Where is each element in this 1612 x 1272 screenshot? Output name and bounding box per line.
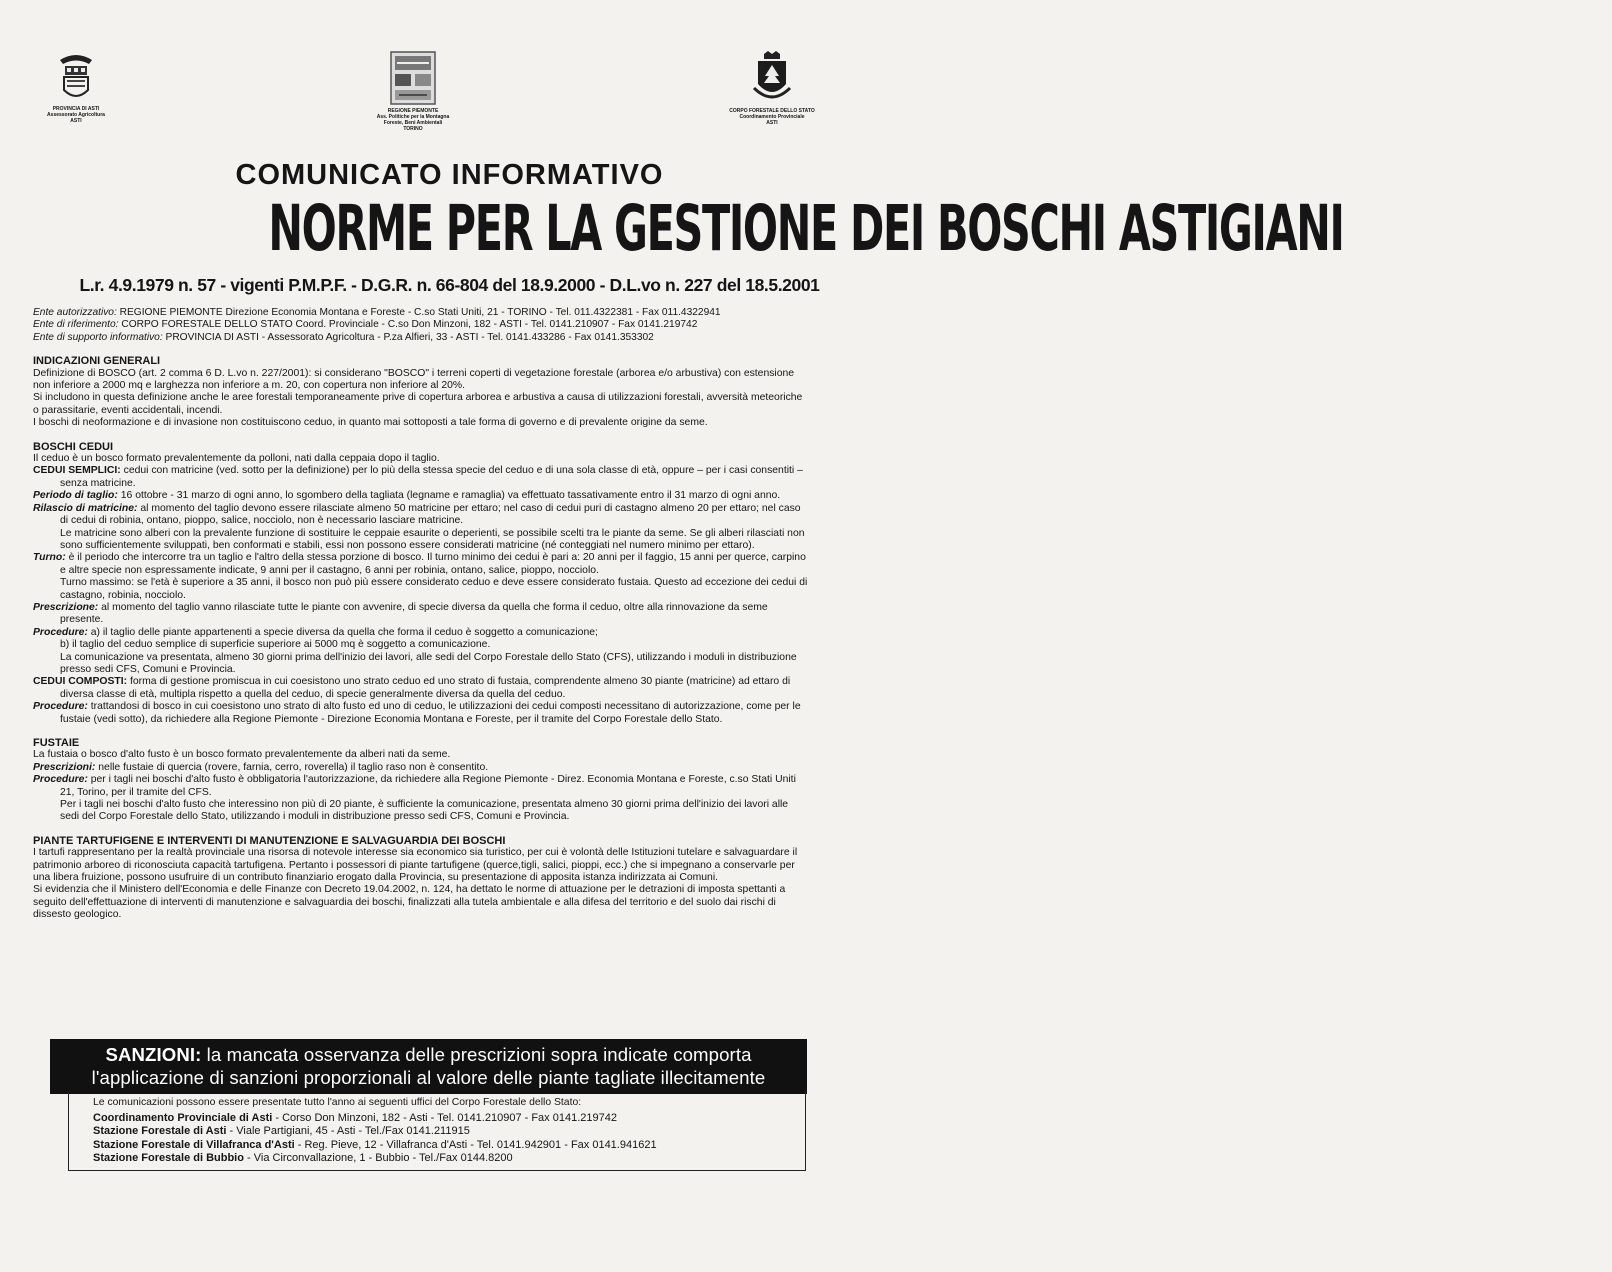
forestale-crest-icon: [750, 50, 794, 106]
main-title: [0, 190, 1344, 271]
procedure-cedui-b: b) il taglio del ceduo semplice di superficie superiore ai 5000 mq è soggetto a comunicazione.: [60, 639, 491, 651]
procedure-cedui-comunicazione: La comunicazione va presentata, almeno 30 giorni prima dell'inizio dei lavori, alle sedi del Corpo Forestale dello Stato (CFS), utilizzando i moduli in distribuzione presso sedi CFS, Comuni e Provincia.: [60, 651, 797, 675]
ente-riferimento: Ente di riferimento: CORPO FORESTALE DELLO STATO Coord. Provinciale - C.so Don Minzoni, 182 - ASTI - Tel. 0141.210907 - Fax 0141.219742: [33, 319, 698, 331]
main-title-text: NORME PER LA GESTIONE DEI BOSCHI ASTIGIANI: [268, 190, 1344, 266]
sanzioni-line-2: l'applicazione di sanzioni proporzionali al valore delle piante tagliate illecitamente: [91, 1067, 766, 1088]
turno: Turno: è il periodo che intercorre tra un taglio e l'altro della stessa porzione di bosco. Il turno minimo dei cedui è pari a: 20 anni per il faggio, 15 anni per querce, carpino e altre specie non espressamente indicate, 9 anni per il castagno, 6 anni per robinia, ontano, salice, pioppo, nocciolo.: [33, 552, 806, 576]
comunicato-heading: COMUNICATO INFORMATIVO: [235, 159, 664, 191]
cedui-semplici: CEDUI SEMPLICI: cedui con matricine (ved. sotto per la definizione) per lo più della stessa specie del ceduo e di una sola classe di età, oppure – per i casi consentiti – senza matricine.: [33, 465, 803, 489]
sanzioni-banner: [50, 1039, 807, 1094]
ente-autorizzativo: Ente autorizzativo: REGIONE PIEMONTE Direzione Economia Montana e Foreste - C.so Stati Uniti, 21 - TORINO - Tel. 011.4322381 - Fax 011.4322941: [33, 307, 721, 318]
document-body: [33, 307, 809, 922]
enti-block: [33, 307, 809, 344]
office-stazione-bubbio: Stazione Forestale di Bubbio - Via Circonvallazione, 1 - Bubbio - Tel./Fax 0144.8200: [93, 1151, 513, 1164]
contacts-intro: Le comunicazioni possono essere presentate tutto l'anno ai seguenti uffici del Corpo Forestale dello Stato:: [93, 1097, 582, 1108]
regione-emblem-icon: [389, 50, 437, 106]
prescrizioni-fustaie: Prescrizioni: nelle fustaie di quercia (rovere, farnia, cerro, roverella) il taglio raso non è consentito.: [33, 761, 489, 773]
indicazioni-p1: Definizione di BOSCO (art. 2 comma 6 D. L.vo n. 227/2001): si considerano "BOSCO" i terreni coperti di vegetazione forestale (arborea e/o arbustiva) con estensione non inferiore a 2000 mq e larghezza non inferiore a m. 20, con copertura non inferiore al 20%.: [33, 367, 795, 392]
tartufi-p2: Si evidenzia che il Ministero dell'Economia e delle Finanze con Decreto 19.04.2002, n. 124, ha dettato le norme di attuazione per le detrazioni di imposta spettanti a seguito dell'effettuazione di interventi di manutenzione e salvaguardia dei boschi, finalizzati alla tutela ambientale e alla difesa del territorio e del suolo dai rischi di dissesto geologico.: [33, 884, 786, 921]
forestale-logo-caption: CORPO FORESTALE DELLO STATO Coordinamento Provinciale ASTI: [729, 108, 815, 126]
tartufi-p1: I tartufi rappresentano per la realtà provinciale una risorsa di notevole interesse sia economico sia turistico, per cui è volontà delle Istituzioni tutelare e salvaguardare il patrimonio arboreo di riconosciuta capacità tartufigena. Pertanto i possessori di piante tartufigene (querce,tigli, salici, pioppi, ecc.) che si impegnano a conservarle per una libera fruizione, possono usufruire di un contributo finanziario erogato dalla Provincia, su presentazione di apposita istanza indirizzata ai Comuni.: [33, 847, 798, 884]
section-title-tartufi: PIANTE TARTUFIGENE E INTERVENTI DI MANUTENZIONE E SALVAGUARDIA DEI BOSCHI: [33, 834, 506, 847]
periodo-taglio: Periodo di taglio: 16 ottobre - 31 marzo di ogni anno, lo sgombero della tagliata (legname e ramaglia) va effettuato tassativamente entro il 31 marzo di ogni anno.: [33, 490, 781, 502]
fustaie-intro: La fustaia o bosco d'alto fusto è un bosco formato prevalentemente da alberi nati da seme.: [33, 749, 451, 761]
corpo-forestale-logo: [712, 50, 832, 126]
contacts-box: [68, 1091, 806, 1171]
office-stazione-villafranca: Stazione Forestale di Villafranca d'Asti - Reg. Pieve, 12 - Villafranca d'Asti - Tel. 0141.942901 - Fax 0141.941621: [93, 1138, 657, 1151]
provincia-logo-caption: PROVINCIA DI ASTI Assessorato Agricoltura ASTI: [47, 106, 105, 124]
regione-logo-caption: REGIONE PIEMONTE Ass. Politiche per la Montagna Foreste, Beni Ambientali TORINO: [376, 108, 450, 132]
section-title-cedui: BOSCHI CEDUI: [33, 440, 114, 453]
cedui-composti: CEDUI COMPOSTI: forma di gestione promiscua in cui coesistono uno strato ceduo ed uno strato di fustaia, comprendente almeno 30 piante (matricine) ad ettaro di diversa classe di età, multipla rispetto a quella del ceduo, di specie generalmente diversa da quella del ceduo.: [33, 676, 791, 700]
ente-supporto: Ente di supporto informativo: PROVINCIA DI ASTI - Assessorato Agricoltura - P.za Alfieri, 33 - ASTI - Tel. 0141.433286 - Fax 0141.353302: [33, 331, 654, 343]
section-title-fustaie: FUSTAIE: [33, 737, 80, 749]
indicazioni-p3: I boschi di neoformazione e di invasione non costituiscono ceduo, in quanto mai sottoposti a tale forma di governo e di prevalente origine da seme.: [33, 417, 708, 429]
office-coordinamento-asti: Coordinamento Provinciale di Asti - Corso Don Minzoni, 182 - Asti - Tel. 0141.210907 - Fax 0141.219742: [93, 1112, 617, 1125]
indicazioni-p2: Si includono in questa definizione anche le aree forestali temporaneamente prive di copertura arborea e arbustiva a causa di utilizzazioni forestali, avversità meteoriche o parassitarie, eventi accidentali, incendi.: [33, 392, 803, 416]
turno-massimo: Turno massimo: se l'età è superiore a 35 anni, il bosco non può più essere considerato ceduo e deve essere considerato fustaia. Questo ad eccezione dei cedui di castagno, robinia, nocciolo.: [60, 577, 808, 601]
procedure-composti: Procedure: trattandosi di bosco in cui coesistono uno strato di alto fusto ed uno di ceduo, le utilizzazioni dei cedui composti necessitano di autorizzazione, come per le fustaie (vedi sotto), da richiedere alla Regione Piemonte - Direzione Economia Montana e Foreste, per il tramite del Corpo Forestale dello Stato.: [33, 701, 801, 725]
office-stazione-asti: Stazione Forestale di Asti - Viale Partigiani, 45 - Asti - Tel./Fax 0141.211915: [93, 1125, 470, 1138]
prescrizione-cedui: Prescrizione: al momento del taglio vanno rilasciate tutte le piante con avvenire, di specie diversa da quella che forma il ceduo, oltre alla rinnovazione da seme presente.: [33, 601, 768, 626]
logo-row: [0, 50, 899, 150]
provincia-crest-icon: [54, 52, 98, 104]
cedui-intro: Il ceduo è un bosco formato prevalentemente da polloni, nati dalla ceppaia dopo il taglio.: [33, 453, 440, 465]
procedure-cedui: Procedure: a) il taglio delle piante appartenenti a specie diversa da quella che forma il ceduo è soggetto a comunicazione;: [33, 626, 598, 638]
rilascio-matricine: Rilascio di matricine: al momento del taglio devono essere rilasciate almeno 50 matricine per ettaro; nel caso di cedui puri di castagno almeno 20 per ettaro; nel caso di cedui di robinia, ontano, pioppo, salice, nocciolo, non è necessario lasciare matricine.: [33, 502, 801, 527]
procedure-fustaie: Procedure: per i tagli nei boschi d'alto fusto è obbligatoria l'autorizzazione, da richiedere alla Regione Piemonte - Direz. Economia Montana e Foreste, c.so Stati Uniti 21, Torino, per il tramite del CFS.: [33, 774, 796, 798]
legal-references: L.r. 4.9.1979 n. 57 - vigenti P.M.P.F. - D.G.R. n. 66-804 del 18.9.2000 - D.L.vo n. 227 del 18.5.2001: [79, 275, 820, 295]
procedure-fustaie-20-piante: Per i tagli nei boschi d'alto fusto che interessino non più di 20 piante, è sufficiente la comunicazione, presentata almeno 30 giorni prima dell'inizio dei lavori alle sedi del Corpo Forestale dello Stato, utilizzando i moduli in distribuzione presso sedi CFS, Comuni e Provincia.: [60, 799, 789, 823]
provincia-asti-logo: [34, 52, 118, 124]
section-title-indicazioni: INDICAZIONI GENERALI: [33, 355, 161, 368]
sanzioni-line-1: SANZIONI: la mancata osservanza delle prescrizioni sopra indicate comporta: [105, 1044, 752, 1065]
regione-piemonte-logo: [358, 50, 468, 132]
matricine-definition: Le matricine sono alberi con la prevalente funzione di sostituire le ceppaie esaurite o deperienti, se possibile scelti tra le piante da seme. Se gli alberi rilasciati non sono sufficientemente sviluppati, ben conformati e stabili, essi non possono essere considerati matricine (né conteggiati nel numero minimo per ettaro).: [60, 527, 805, 551]
